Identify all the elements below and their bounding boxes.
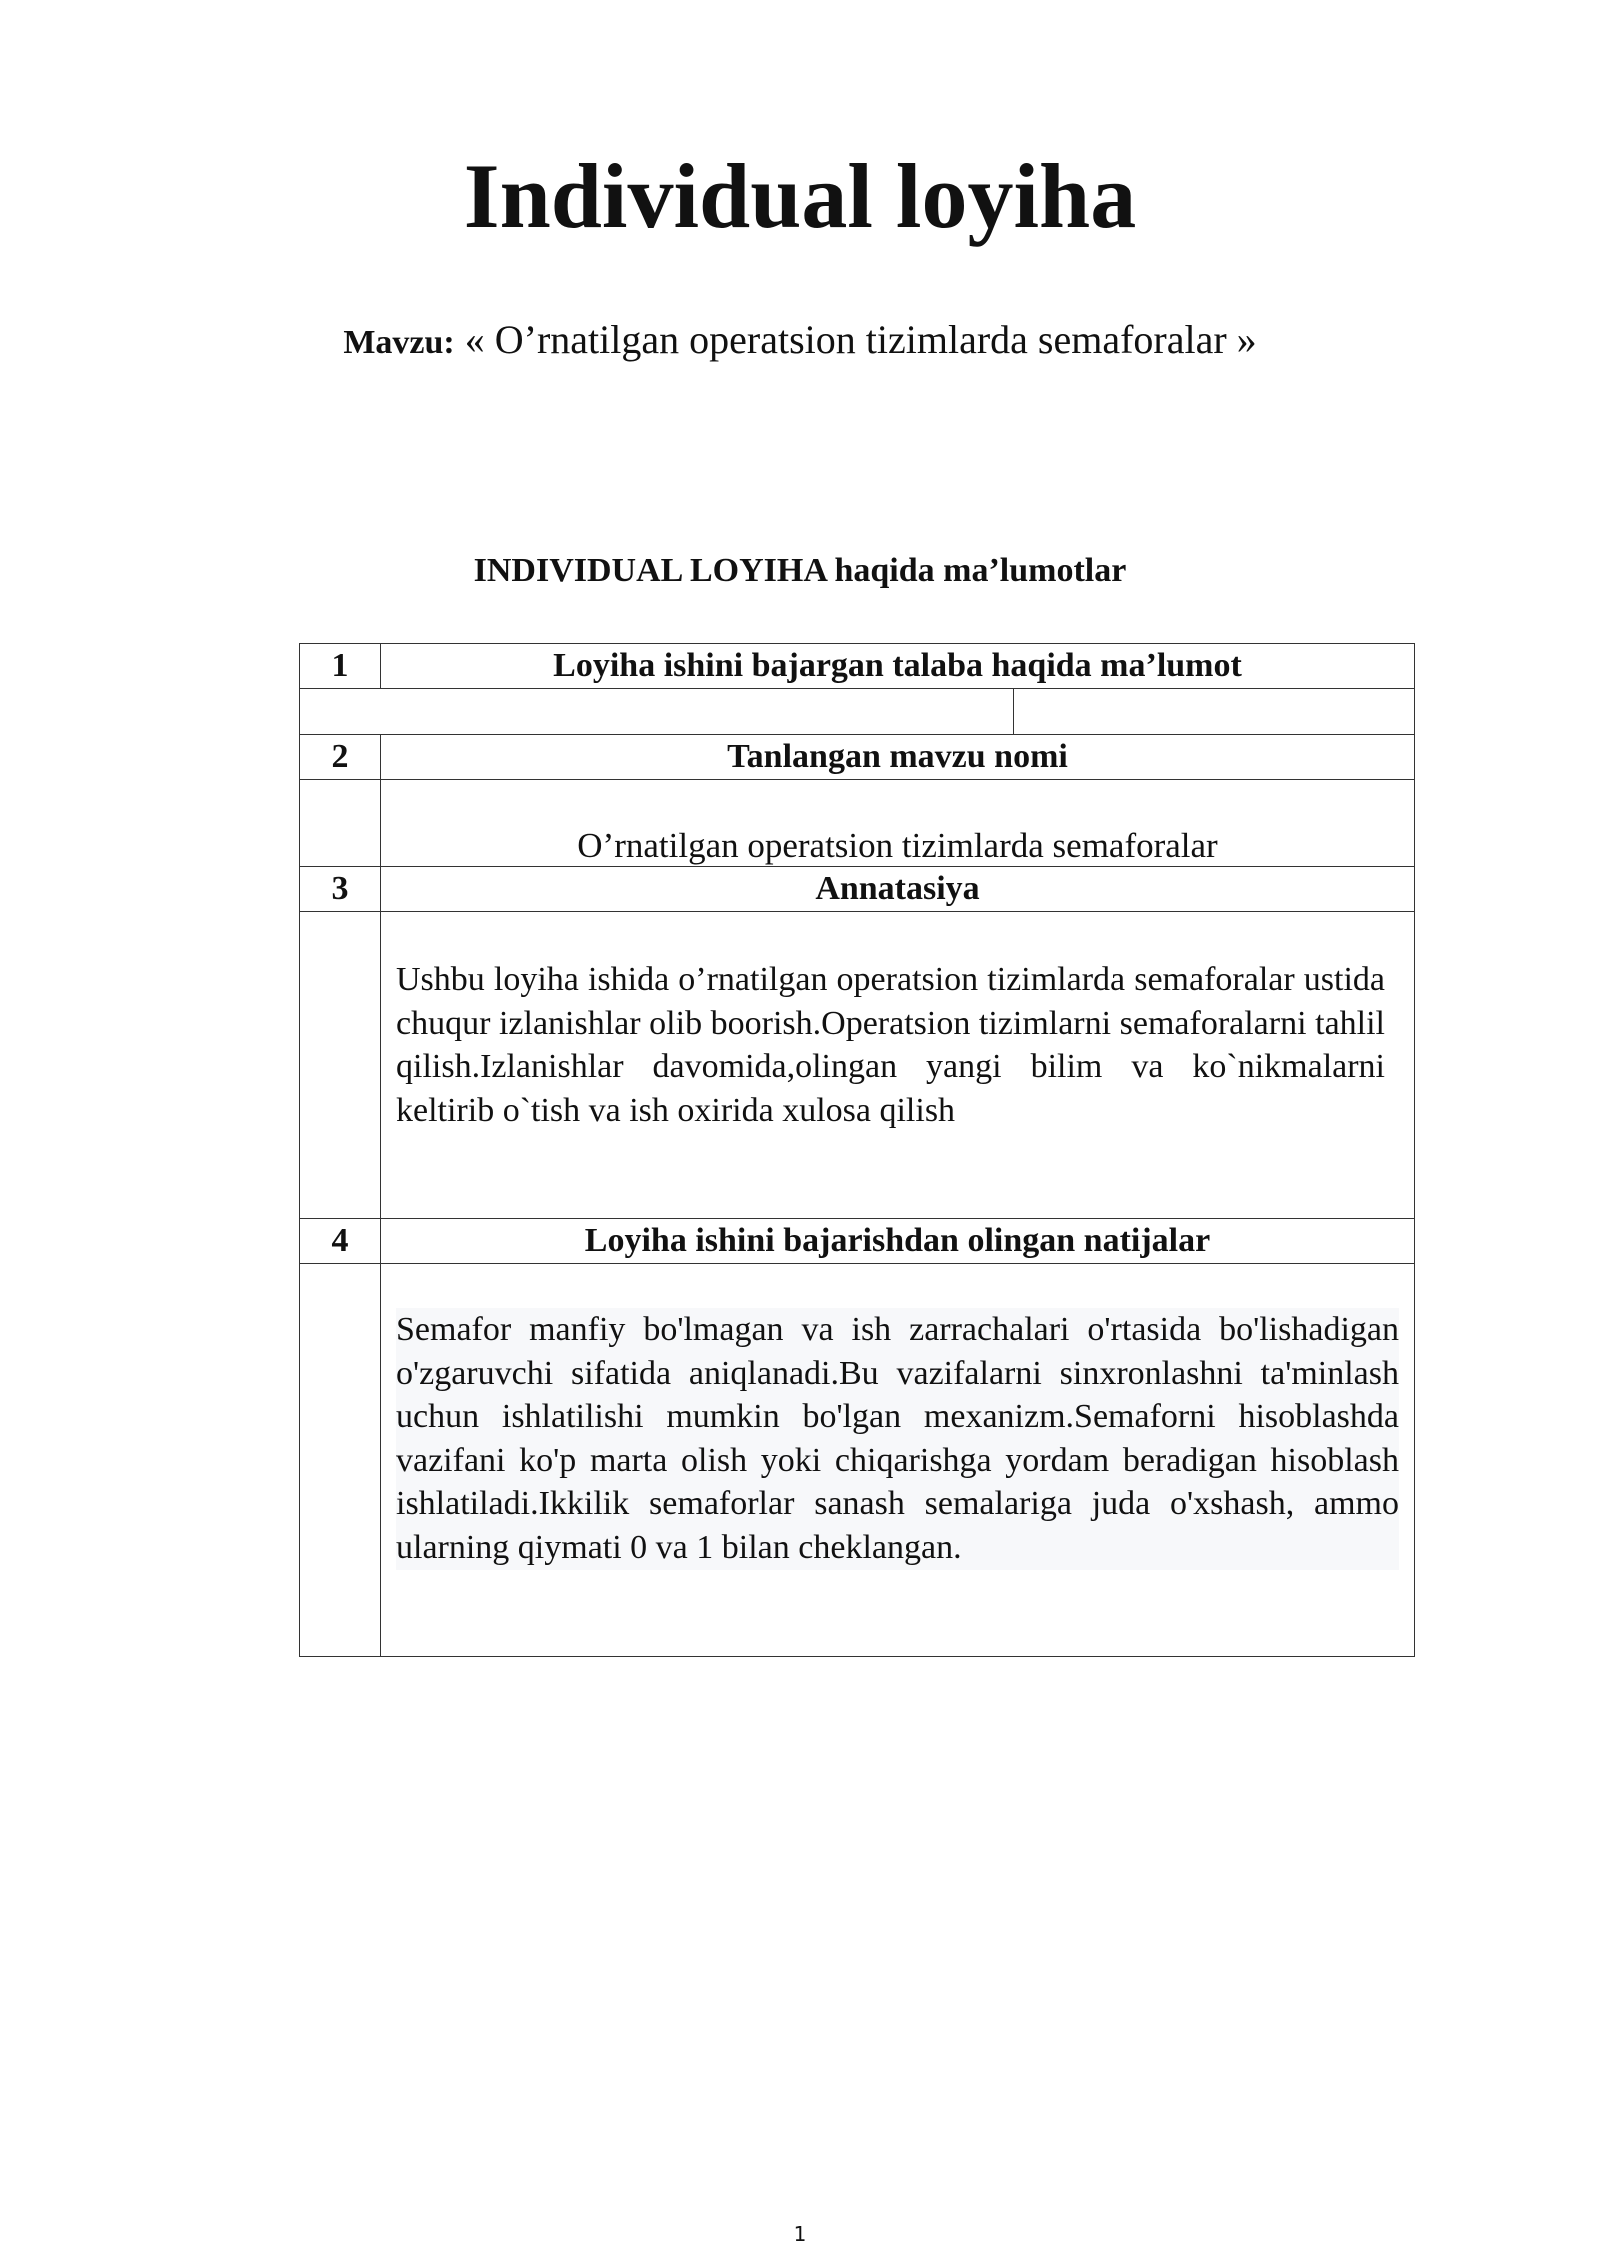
row-number: 4 [300,1219,381,1264]
subject-line [0,318,1600,362]
empty-number-cell [300,780,381,867]
table-row [300,1219,1415,1264]
student-info-left-cell [300,689,1014,734]
row-heading: Tanlangan mavzu nomi [381,735,1415,780]
table-row [300,867,1415,912]
row-heading: Loyiha ishini bajargan talaba haqida ma’lumot [381,644,1415,689]
annotation-text: Ushbu loyiha ishida o’rnatilgan operatsion tizimlarda semaforalar ustida chuqur izlanishlar olib boorish.Operatsion tizimlarni semaforalarni tahlil qilish.Izlanishlar davomida,olingan yangi bilim va ko`nikmalarni keltirib o`tish va ish oxirida xulosa qilish [396,961,1385,1129]
annotation-cell [381,912,1415,1219]
row-number: 2 [300,735,381,780]
row-number: 3 [300,867,381,912]
table-row [300,644,1415,689]
page-number: 1 [793,2222,807,2246]
table-row [300,780,1415,867]
empty-number-cell [300,1264,381,1657]
student-info-cell [300,689,1415,735]
empty-number-cell [300,912,381,1219]
section-heading: INDIVIDUAL LOYIHA haqida ma’lumotlar [473,552,1127,589]
student-info-right-cell [1014,689,1414,734]
row-heading: Loyiha ishini bajarishdan olingan natijalar [381,1219,1415,1264]
subject-label: Mavzu: [343,324,455,361]
row-heading: Annatasiya [381,867,1415,912]
results-text: Semafor manfiy bo'lmagan va ish zarrachalari o'rtasida bo'lishadigan o'zgaruvchi sifatida aniqlanadi.Bu vazifalarni sinxronlashni ta'minlash uchun ishlatilishi mumkin bo'lgan mexanizm.Semaforni hisoblashda vazifani ko'p marta olish yoki chiqarishga yordam beradigan hisoblash ishlatiladi.Ikkilik semaforlar sanash semalariga juda o'xshash, ammo ularning qiymati 0 va 1 bilan cheklangan. [396,1308,1399,1570]
table-row [300,912,1415,1219]
row-number: 1 [300,644,381,689]
table-row [300,735,1415,780]
table-row [300,689,1415,735]
subject-text: « O’rnatilgan operatsion tizimlarda semaforalar » [464,317,1257,362]
table-row [300,1264,1415,1657]
topic-name: O’rnatilgan operatsion tizimlarda semaforalar [577,826,1218,865]
project-info-table [299,643,1415,1657]
results-cell [381,1264,1415,1657]
document-title: Individual loyiha [463,145,1137,247]
topic-name-cell [381,780,1415,867]
